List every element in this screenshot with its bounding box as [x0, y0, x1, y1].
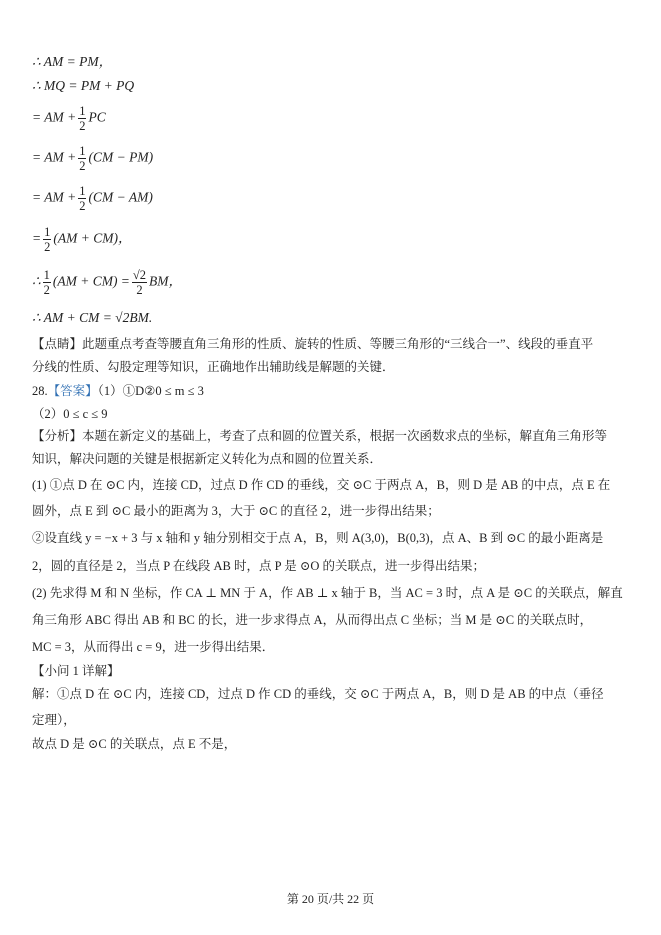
math-line-8: ∴ AM + CM = √2BM. [32, 310, 153, 325]
paragraph-line: （2）0 ≤ c ≤ 9 [32, 407, 108, 421]
fraction [43, 268, 51, 297]
paragraph-line: 【分析】本题在新定义的基础上，考查了点和圆的位置关系，根据一次函数求点的坐标，解直角三角形等 [32, 429, 608, 443]
paragraph-line: MC = 3，从而得出 c = 9，进一步得出结果． [32, 640, 275, 654]
answer-line [32, 381, 204, 399]
math-line-1: ∴ AM = PM， [32, 54, 113, 69]
numerator: 1 [43, 268, 50, 282]
paragraph-line: 知识，解决问题的关键是根据新定义转化为点和圆的位置关系． [32, 452, 383, 466]
math-line-4 [32, 144, 153, 173]
fraction [78, 144, 86, 173]
section-heading: 【小问 1 详解】 [32, 664, 120, 678]
paragraph-line: 解：①点 D 在 ⊙C 内，连接 CD，过点 D 作 CD 的垂线，交 ⊙C 于两点 A，B，则 D 是 AB 的中点（垂径 [32, 687, 604, 701]
denominator: 2 [136, 283, 143, 297]
answer-text: （1）①D②0 ≤ m ≤ 3 [97, 384, 204, 398]
fraction [132, 268, 147, 297]
paragraph-line: 定理）， [32, 713, 76, 727]
math-text: (AM + CM) = [52, 273, 130, 289]
paragraph-line: (1) ①点 D 在 ⊙C 内，连接 CD，过点 D 作 CD 的垂线，交 ⊙C 于两点 A，B，则 D 是 AB 的中点，点 E 在 [32, 478, 611, 492]
math-line-5 [32, 184, 153, 213]
math-text: (AM + CM)， [53, 230, 132, 246]
math-text: = [32, 230, 42, 246]
math-line-6 [32, 225, 131, 254]
math-text: ∴ [32, 273, 41, 289]
numerator: √2 [132, 268, 147, 282]
math-line-2: ∴ MQ = PM + PQ [32, 78, 135, 93]
paragraph-line: 【点睛】此题重点考查等腰直角三角形的性质、旋转的性质、等腰三角形的“三线合一”、线段的垂直平 [32, 337, 594, 351]
paragraph-line: ②设直线 y = −x + 3 与 x 轴和 y 轴分别相交于点 A，B，则 A(3,0)，B(0,3)，点 A、B 到 ⊙C 的最小距离是 [32, 531, 604, 545]
fraction [43, 225, 51, 254]
answer-tag: 【答案】 [47, 384, 98, 398]
math-line-3 [32, 104, 106, 133]
numerator: 1 [79, 184, 86, 198]
math-text: (CM − AM) [88, 189, 153, 205]
paragraph-line: 角三角形 ABC 得出 AB 和 BC 的长，进一步求得点 A，从而得出点 C 坐标；当 M 是 ⊙C 的关联点时， [32, 613, 593, 627]
math-line-7 [32, 268, 182, 297]
paragraph-line: (2) 先求得 M 和 N 坐标，作 CA ⊥ MN 于 A，作 AB ⊥ x 轴于 B，当 AC = 3 时，点 A 是 ⊙C 的关联点，解直 [32, 586, 623, 600]
denominator: 2 [44, 240, 51, 254]
question-number: 28. [32, 384, 48, 398]
denominator: 2 [43, 283, 50, 297]
denominator: 2 [79, 199, 86, 213]
paragraph-line: 圆外，点 E 到 ⊙C 最小的距离为 3，大于 ⊙C 的直径 2，进一步得出结果； [32, 504, 440, 518]
math-text: BM， [149, 273, 183, 289]
math-text: (CM − PM) [88, 149, 154, 165]
denominator: 2 [79, 119, 86, 133]
paragraph-line: 分线的性质、勾股定理等知识，正确地作出辅助线是解题的关键． [32, 360, 395, 374]
numerator: 1 [44, 225, 51, 239]
fraction [78, 104, 86, 133]
math-text: = AM + [32, 149, 77, 165]
fraction [78, 184, 86, 213]
paragraph-line: 2，圆的直径是 2，当点 P 在线段 AB 时，点 P 是 ⊙O 的关联点，进一步得出结果； [32, 559, 485, 573]
denominator: 2 [79, 159, 86, 173]
math-text: PC [88, 109, 106, 125]
math-text: = AM + [32, 189, 77, 205]
paragraph-line: 故点 D 是 ⊙C 的关联点，点 E 不是， [32, 737, 237, 751]
numerator: 1 [79, 144, 86, 158]
numerator: 1 [79, 104, 86, 118]
math-text: = AM + [32, 109, 77, 125]
page-footer: 第 20 页/共 22 页 [286, 892, 375, 906]
